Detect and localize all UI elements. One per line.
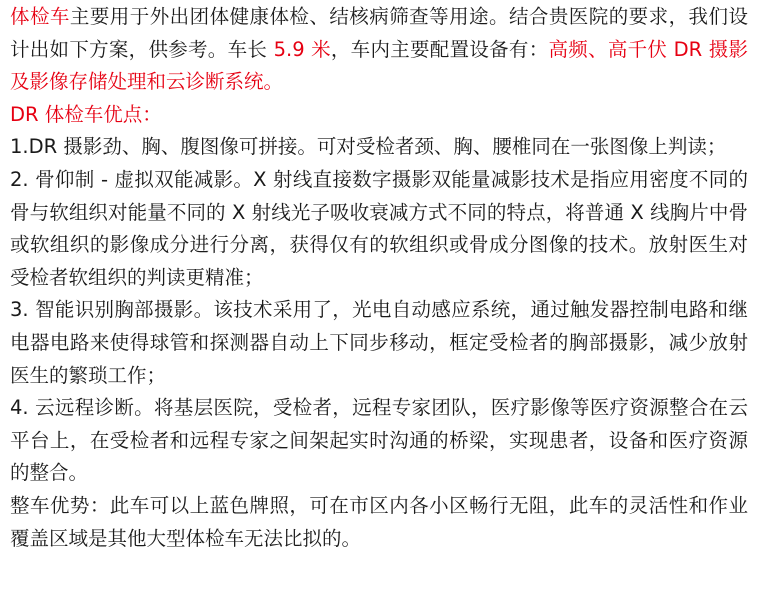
intro-text-2: ，车内主要配置设备有： [330,37,549,61]
intro-text-1: 主要用于外出团体健康体检、结核病筛查等用途。结合贵医院的要求，我们设计出如下方案，供参考。车长 [10,5,748,61]
advantage-item-2: 2. 骨仰制 - 虚拟双能减影。X 射线直接数字摄影双能量减影技术是指应用密度不同的骨与软组织对能量不同的 X 射线光子吸收衰减方式不同的特点，将普通 X 线胸片中骨或软组织的影像成分进行分离，获得仅有的软组织或骨成分图像的技术。放射医生对受检者软组织的判读更精准； [10,167,748,289]
summary-paragraph: 整车优势：此车可以上蓝色牌照，可在市区内各小区畅行无阻，此车的灵活性和作业覆盖区域是其他大型体检车无法比拟的。 [10,493,748,550]
advantages-heading: DR 体检车优点： [10,102,162,126]
advantage-item-4: 4. 云远程诊断。将基层医院，受检者，远程专家团队，医疗影像等医疗资源整合在云平台上，在受检者和远程专家之间架起实时沟通的桥梁，实现患者，设备和医疗资源的整合。 [10,396,748,485]
advantage-item-3: 3. 智能识别胸部摄影。该技术采用了，光电自动感应系统，通过触发器控制电路和继电器电路来使得球管和探测器自动上下同步移动，框定受检者的胸部摄影，减少放射医生的繁琐工作； [10,298,748,387]
vehicle-name: 体检车 [10,5,70,28]
equipment-list: 高频、高千伏 DR 摄影及影像存储处理和云诊断系统。 [10,37,748,94]
intro-paragraph [10,1,748,99]
advantage-item-1: 1.DR 摄影劲、胸、腹图像可拼接。可对受检者颈、胸、腰椎同在一张图像上判读； [10,135,727,159]
vehicle-length: 5.9 米 [273,37,331,61]
